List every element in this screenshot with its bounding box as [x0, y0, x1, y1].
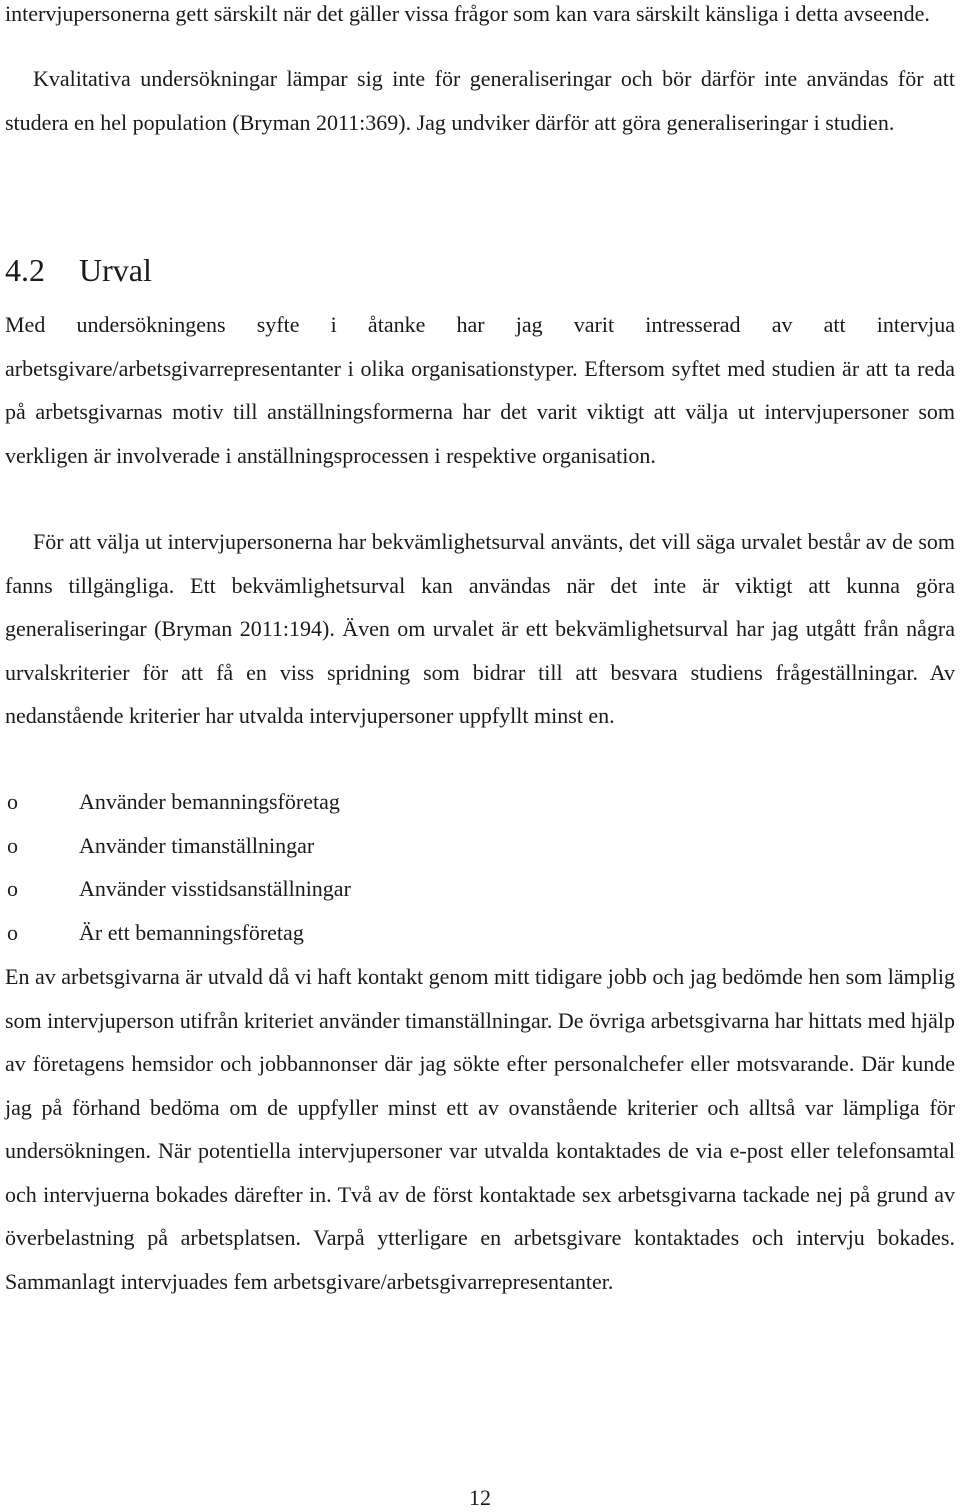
- list-item-text: Använder bemanningsföretag: [79, 789, 340, 814]
- section-title: Urval: [79, 252, 152, 288]
- criteria-list: [5, 780, 351, 954]
- paragraph-closing: En av arbetsgivarna är utvald då vi haft kontakt genom mitt tidigare jobb och jag bedömde hen som lämplig som intervjuperson utifrån kriteriet använder timanställningar. De övriga arbetsgivarna har hittats med hjälp av företagens hemsidor och jobbannonser där jag sökte efter personalchefer eller motsvarande. Där kunde jag på förhand bedöma om de uppfyller minst ett av ovanstående kriterier och alltså var lämpliga för undersökningen. När potentiella intervjupersoner var utvalda kontaktades de via e-post eller telefonsamtal och intervjuerna bokades därefter in. Två av de först kontaktade sex arbetsgivarna tackade nej på grund av överbelastning på arbetsplatsen. Varpå ytterligare en arbetsgivare kontaktades och intervju bokades. Sammanlagt intervjuades fem arbetsgivare/arbetsgivarrepresentanter.: [5, 964, 955, 1294]
- bullet-icon: o: [7, 789, 18, 814]
- list-item: [5, 780, 351, 824]
- paragraph-qualitative: Kvalitativa undersökningar lämpar sig inte för generaliseringar och bör därför inte användas för att studera en hel population (Bryman 2011:369). Jag undviker därför att göra generaliseringar i studien.: [5, 66, 955, 135]
- list-item: [5, 824, 351, 868]
- section-number: 4.2: [5, 252, 45, 288]
- list-item: [5, 911, 351, 955]
- list-item: [5, 867, 351, 911]
- bullet-icon: o: [7, 919, 18, 945]
- paragraph-selection: För att välja ut intervjupersonerna har bekvämlighetsurval använts, det vill säga urvalet består av de som fanns tillgängliga. Ett bekvämlighetsurval kan användas när det inte är viktigt att kunna göra generaliseringar (Bryman 2011:194). Även om urvalet är ett bekvämlighetsurval har jag utgått från några urvalskriterier för att få en viss spridning som bidrar till att besvara studiens frågeställningar. Av nedanstående kriterier har utvalda intervjupersoner uppfyllt minst en.: [5, 529, 955, 728]
- bullet-icon: o: [7, 832, 18, 858]
- page-number: 12: [469, 1485, 491, 1510]
- list-item-text: Använder timanställningar: [79, 832, 315, 858]
- paragraph-intro: intervjupersonerna gett särskilt när det gäller vissa frågor som kan vara särskilt känsliga i detta avseende.: [5, 1, 930, 26]
- paragraph-purpose: Med undersökningens syfte i åtanke har jag varit intresserad av att intervjua arbetsgivare/arbetsgivarrepresentanter i olika organisationstyper. Eftersom syftet med studien är att ta reda på arbetsgivarnas motiv till anställningsformerna har det varit viktigt att välja ut intervjupersoner som verkligen är involverade i anställningsprocessen i respektive organisation.: [5, 312, 955, 468]
- bullet-icon: o: [7, 876, 18, 901]
- list-item-text: Använder visstidsanställningar: [79, 876, 351, 901]
- list-item-text: Är ett bemanningsföretag: [79, 919, 304, 945]
- section-heading: [5, 248, 152, 292]
